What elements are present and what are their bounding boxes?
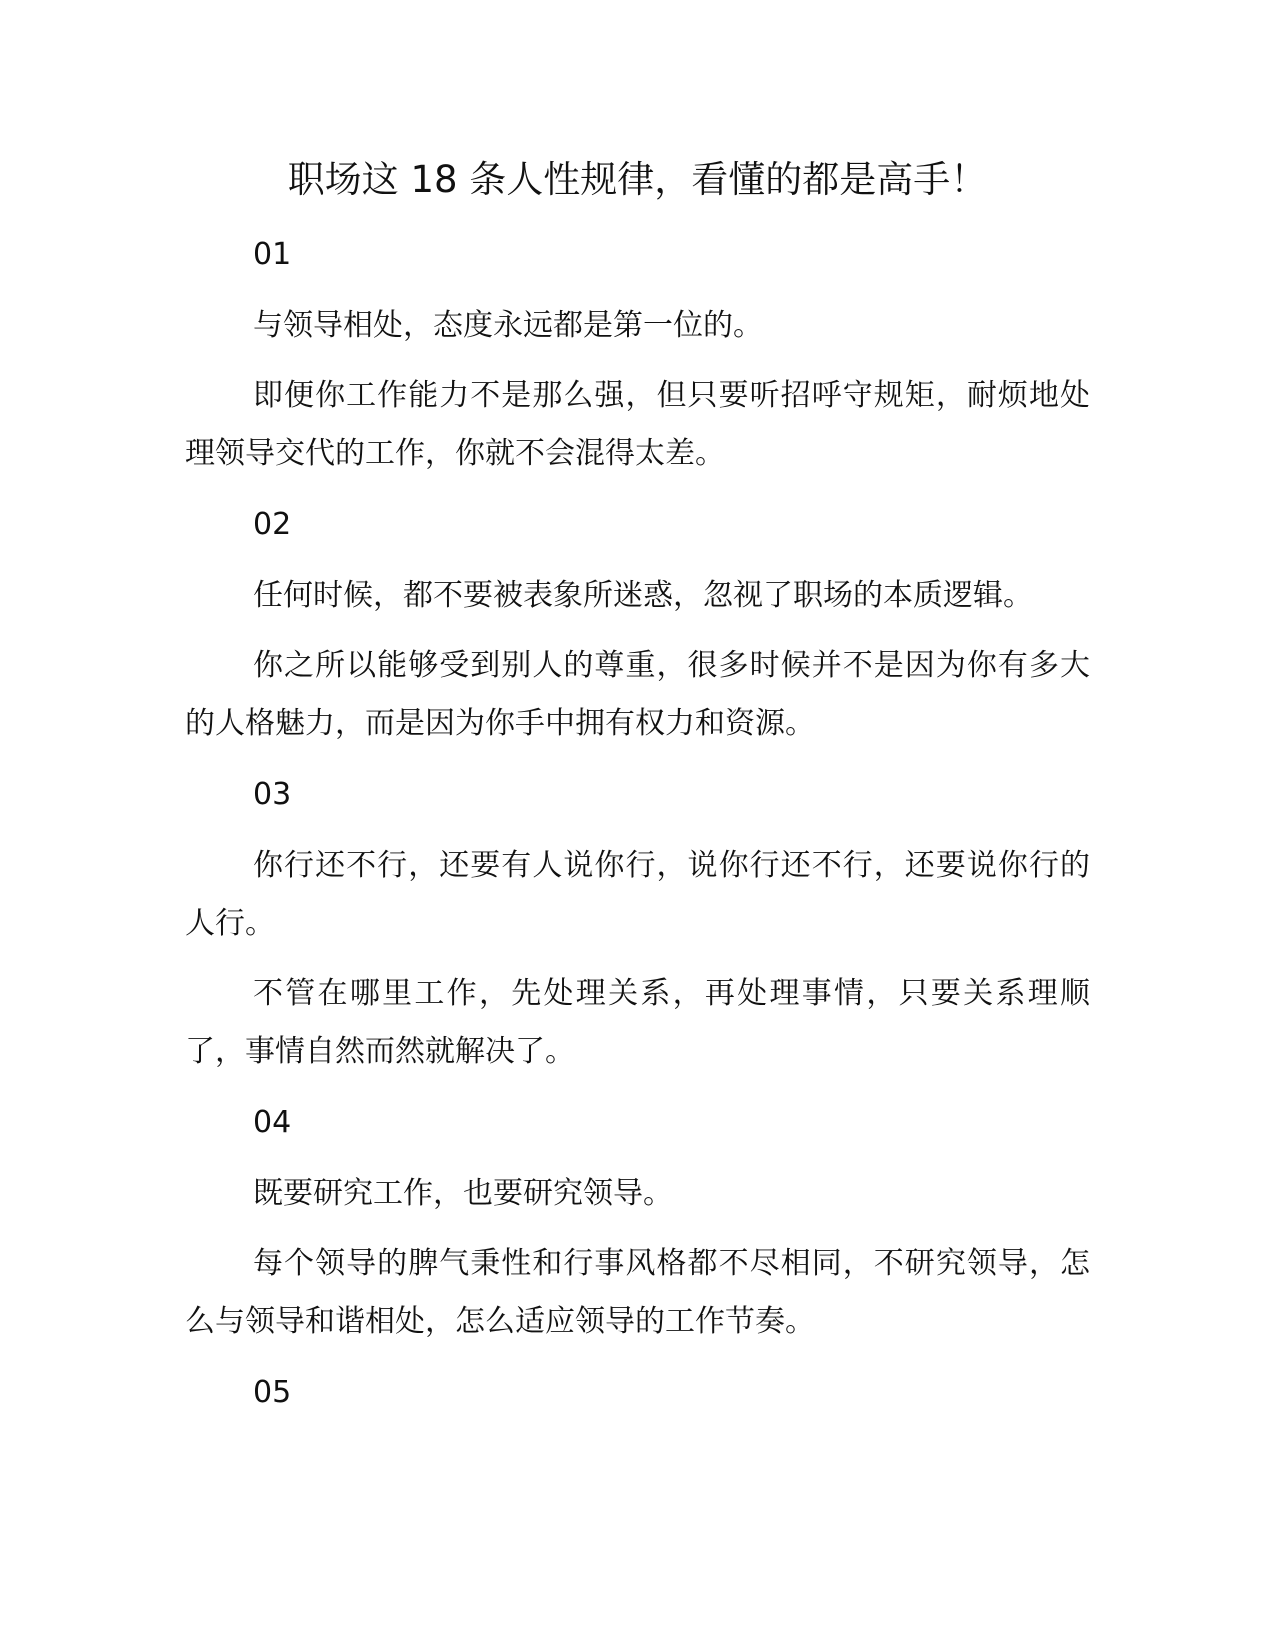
section-number: 03 — [253, 777, 292, 812]
paragraph: 不管在哪里工作，先处理关系，再处理事情，只要关系理顺了，事情自然而然就解决了。 — [185, 976, 1090, 1069]
section-number: 05 — [253, 1375, 292, 1410]
section-03 — [185, 765, 1090, 1093]
paragraph: 你之所以能够受到别人的尊重，很多时候并不是因为你有多大的人格魅力，而是因为你手中拥有权力和资源。 — [185, 648, 1090, 741]
section-04 — [185, 1093, 1090, 1363]
paragraph: 每个领导的脾气秉性和行事风格都不尽相同，不研究领导，怎么与领导和谐相处，怎么适应领导的工作节奏。 — [185, 1246, 1090, 1339]
section-number: 02 — [253, 507, 292, 542]
section-05 — [185, 1363, 1090, 1435]
paragraph: 既要研究工作，也要研究领导。 — [253, 1176, 673, 1211]
document-title: 职场这 18 条人性规律，看懂的都是高手！ — [287, 158, 988, 201]
paragraph: 与领导相处，态度永远都是第一位的。 — [253, 308, 763, 343]
section-number: 04 — [253, 1105, 292, 1140]
section-number: 01 — [253, 237, 292, 272]
document-body — [185, 225, 1090, 1435]
paragraph: 任何时候，都不要被表象所迷惑，忽视了职场的本质逻辑。 — [253, 578, 1033, 613]
paragraph: 即便你工作能力不是那么强，但只要听招呼守规矩，耐烦地处理领导交代的工作，你就不会混得太差。 — [185, 378, 1090, 471]
section-02 — [185, 495, 1090, 765]
section-01 — [185, 225, 1090, 495]
paragraph: 你行还不行，还要有人说你行，说你行还不行，还要说你行的人行。 — [185, 848, 1090, 941]
